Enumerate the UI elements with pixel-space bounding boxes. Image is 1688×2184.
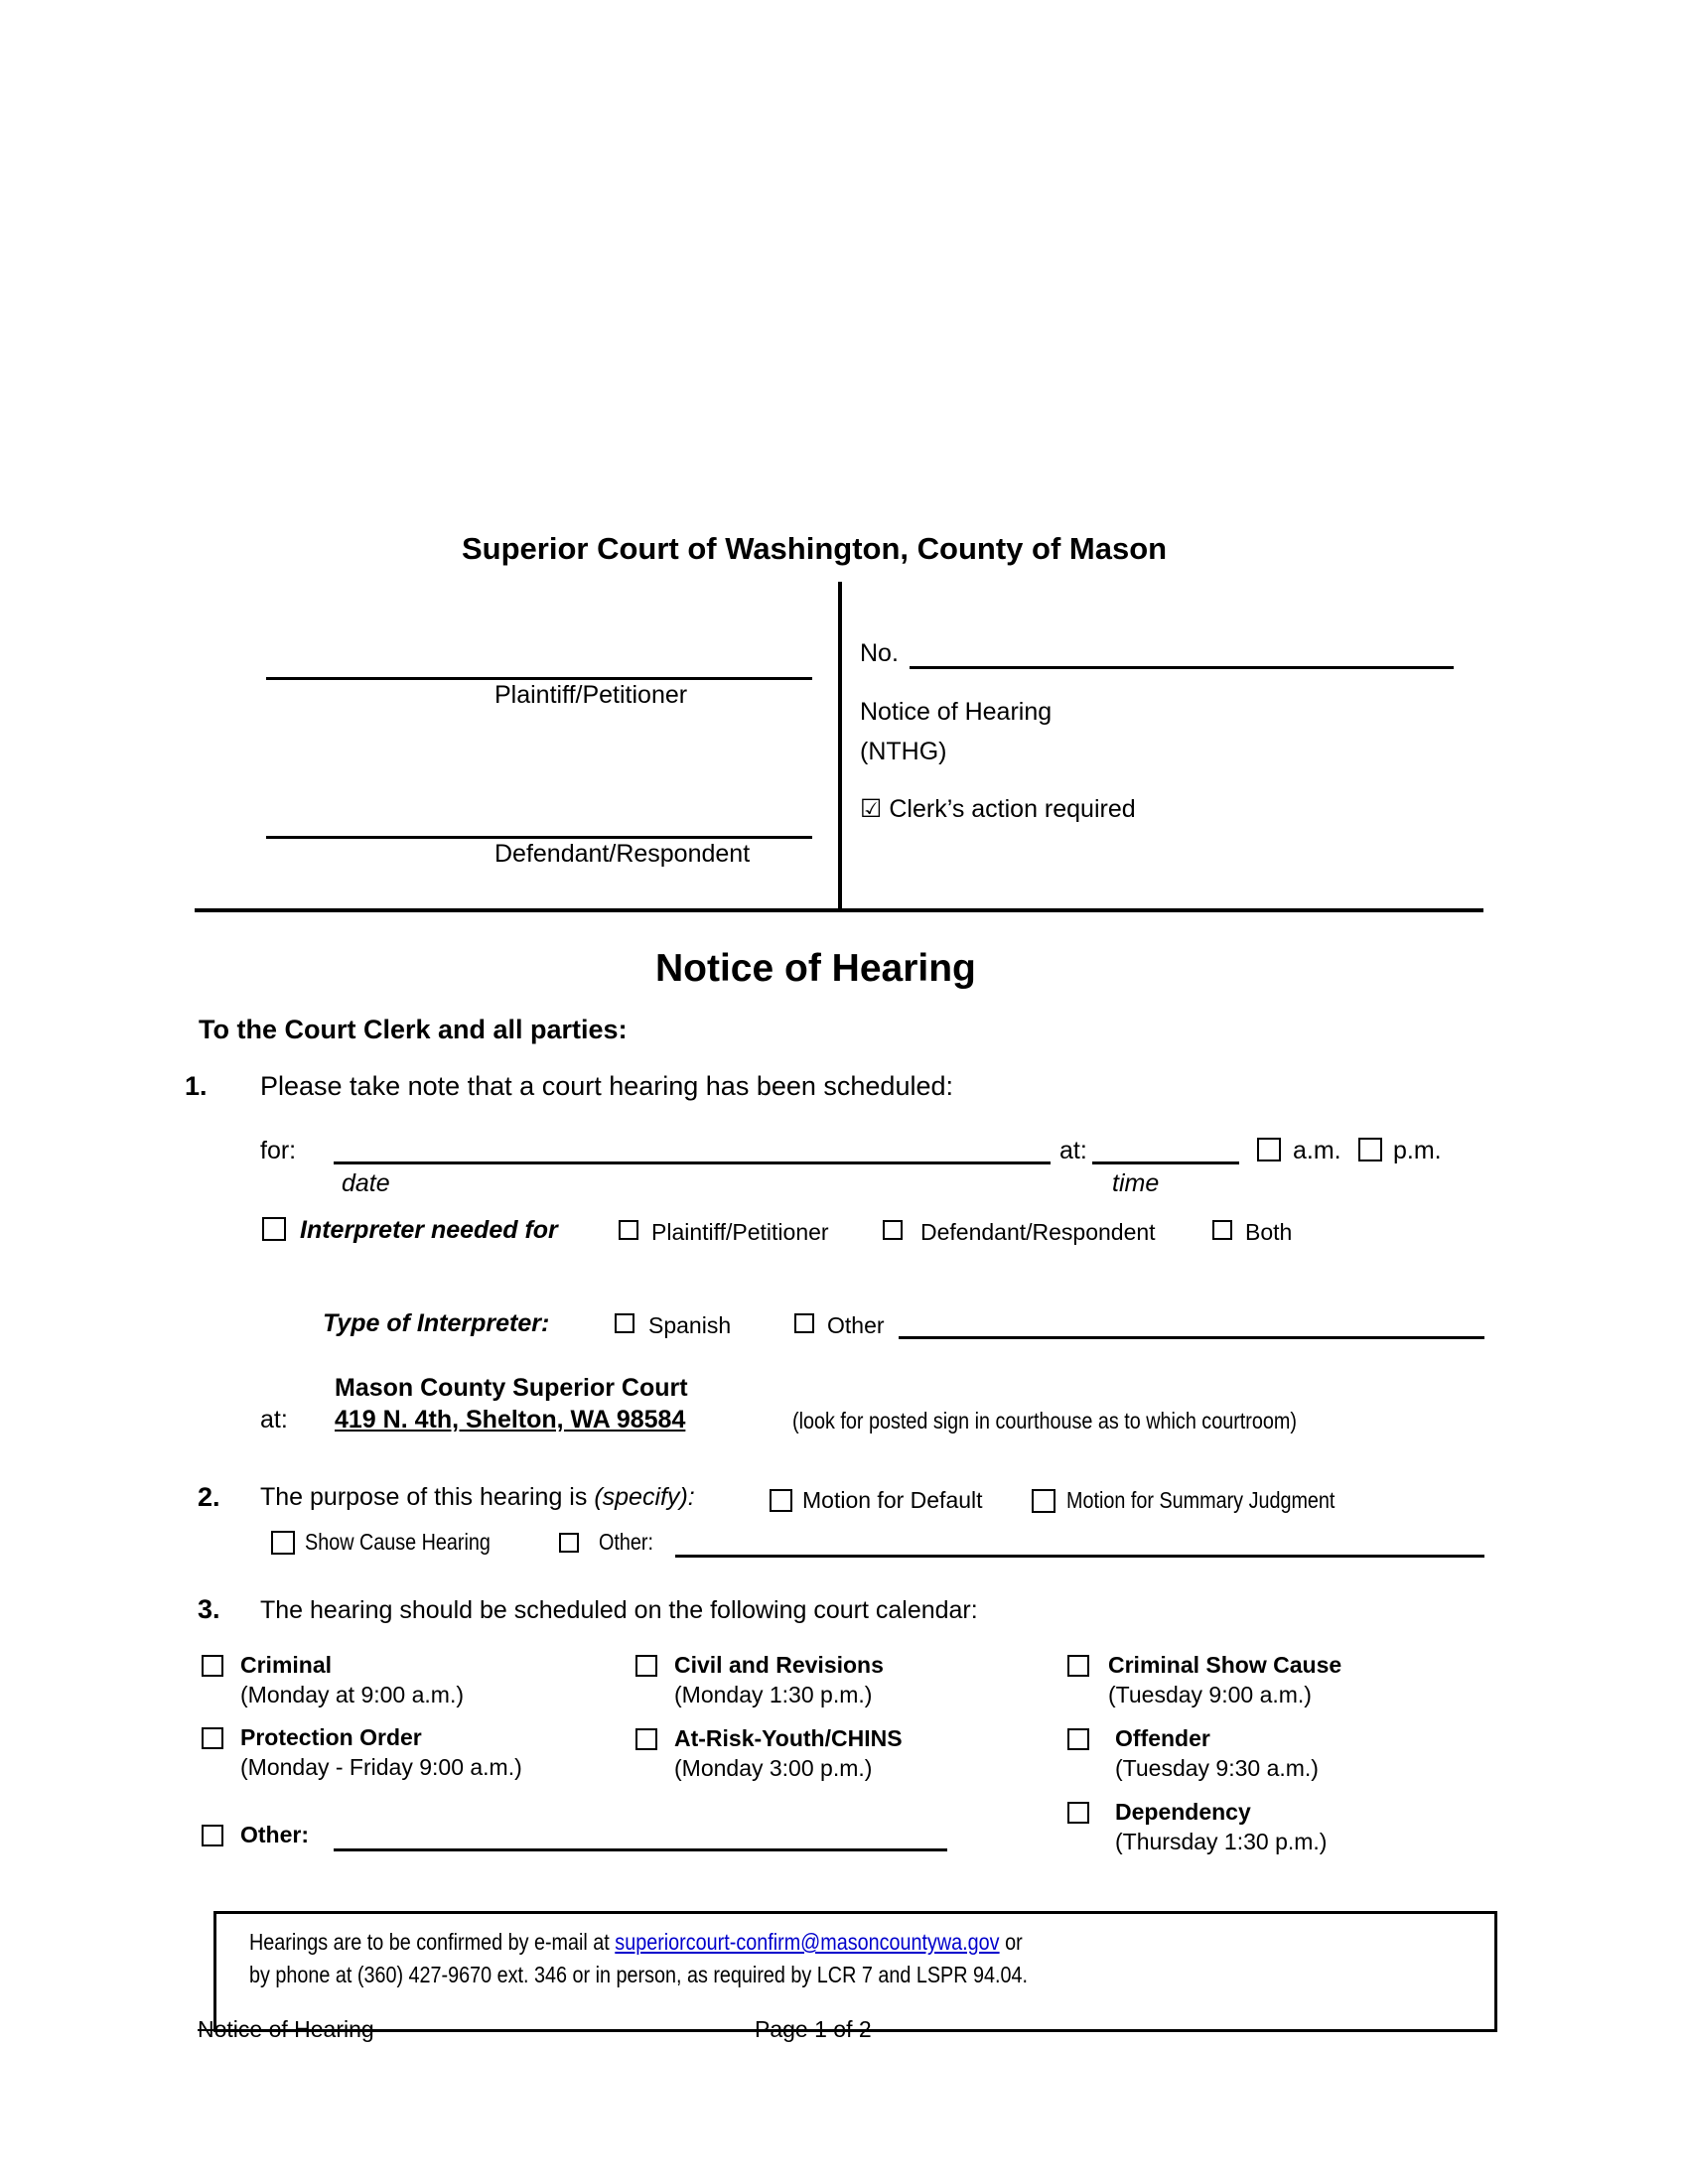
calendar-at-risk-youth-checkbox[interactable] (635, 1728, 657, 1750)
calendar-dependency-time: (Thursday 1:30 p.m.) (1115, 1829, 1328, 1854)
calendar-offender-checkbox[interactable] (1067, 1728, 1089, 1750)
footer-doc-name: Notice of Hearing (198, 2016, 374, 2042)
plaintiff-line[interactable] (266, 677, 812, 680)
calendar-at-risk-youth-time: (Monday 3:00 p.m.) (674, 1755, 873, 1781)
interp-both-label: Both (1245, 1219, 1293, 1245)
confirmation-line1-text: Hearings are to be confirmed by e-mail at (249, 1929, 616, 1955)
doc-title-line2: (NTHG) (860, 738, 947, 765)
time-caption: time (1112, 1169, 1160, 1197)
interp-defendant-checkbox[interactable] (883, 1220, 903, 1240)
calendar-criminal-checkbox[interactable] (202, 1655, 223, 1677)
calendar-criminal-name: Criminal (240, 1652, 333, 1678)
motion-summary-checkbox[interactable] (1032, 1489, 1055, 1513)
court-title: Superior Court of Washington, County of Mason (462, 531, 1168, 566)
at-label: at: (1059, 1137, 1087, 1164)
caption-bottom-rule (195, 908, 1483, 912)
purpose-other-checkbox[interactable] (559, 1533, 579, 1553)
caption-vertical-divider (838, 582, 842, 911)
at2-label: at: (260, 1406, 288, 1433)
motion-default-label: Motion for Default (802, 1487, 983, 1513)
page-title: Notice of Hearing (655, 947, 976, 990)
calendar-civil-checkbox[interactable] (635, 1655, 657, 1677)
section3-number: 3. (198, 1594, 220, 1624)
for-label: for: (260, 1137, 297, 1164)
purpose-other-label: Other: (599, 1529, 653, 1555)
checked-box-icon: ☑ (860, 795, 883, 823)
interp-both-checkbox[interactable] (1212, 1220, 1232, 1240)
confirmation-line2: by phone at (360) 427-9670 ext. 346 or in person, as required by LCR 7 and LSPR 94.04. (249, 1962, 1029, 1987)
pm-checkbox[interactable] (1358, 1138, 1382, 1161)
confirm-email-link[interactable]: superiorcourt-confirm@masoncountywa.gov (615, 1929, 1000, 1955)
interp-defendant-label: Defendant/Respondent (920, 1219, 1156, 1245)
section3-text: The hearing should be scheduled on the following court calendar: (260, 1596, 978, 1624)
motion-default-checkbox[interactable] (770, 1489, 792, 1512)
courtroom-note: (look for posted sign in courthouse as to which courtroom) (792, 1408, 1297, 1433)
interpreter-needed-label: Interpreter needed for (300, 1216, 558, 1244)
calendar-protection-order-name: Protection Order (240, 1724, 422, 1750)
calendar-civil-name: Civil and Revisions (674, 1652, 884, 1678)
calendar-other-checkbox[interactable] (202, 1825, 223, 1846)
interpreter-needed-checkbox[interactable] (262, 1217, 286, 1241)
type-other-label: Other (827, 1312, 885, 1338)
case-number-label: No. (860, 639, 899, 667)
calendar-civil-time: (Monday 1:30 p.m.) (674, 1682, 873, 1707)
addressee: To the Court Clerk and all parties: (199, 1015, 628, 1044)
footer-page-number: Page 1 of 2 (755, 2016, 872, 2042)
calendar-dependency-checkbox[interactable] (1067, 1802, 1089, 1824)
calendar-offender-time: (Tuesday 9:30 a.m.) (1115, 1755, 1319, 1781)
hearing-time-field[interactable] (1092, 1161, 1239, 1164)
type-spanish-label: Spanish (648, 1312, 732, 1338)
clerk-action-row (860, 794, 1136, 824)
purpose-other-field[interactable] (675, 1555, 1484, 1558)
clerk-action-label: Clerk’s action required (889, 795, 1136, 823)
defendant-line[interactable] (266, 836, 812, 839)
type-other-field[interactable] (899, 1336, 1484, 1339)
calendar-protection-order-time: (Monday - Friday 9:00 a.m.) (240, 1754, 522, 1780)
calendar-criminal-time: (Monday at 9:00 a.m.) (240, 1682, 464, 1707)
case-number-field[interactable] (910, 666, 1454, 669)
interp-plaintiff-label: Plaintiff/Petitioner (651, 1219, 829, 1245)
calendar-criminal-show-cause-name: Criminal Show Cause (1108, 1652, 1342, 1678)
date-caption: date (342, 1169, 390, 1197)
type-spanish-checkbox[interactable] (615, 1313, 634, 1333)
section2-text-main: The purpose of this hearing is (260, 1483, 595, 1511)
defendant-label: Defendant/Respondent (494, 840, 751, 868)
calendar-protection-order-checkbox[interactable] (202, 1727, 223, 1749)
calendar-other-label: Other: (240, 1822, 309, 1847)
section2-number: 2. (198, 1482, 220, 1512)
section1-number: 1. (185, 1071, 208, 1101)
show-cause-checkbox[interactable] (271, 1531, 295, 1555)
calendar-at-risk-youth-name: At-Risk-Youth/CHINS (674, 1725, 903, 1751)
hearing-date-field[interactable] (334, 1161, 1051, 1164)
interp-plaintiff-checkbox[interactable] (619, 1220, 638, 1240)
interpreter-type-label: Type of Interpreter: (323, 1309, 550, 1337)
type-other-checkbox[interactable] (794, 1313, 814, 1333)
confirmation-line1-end: or (999, 1929, 1023, 1955)
confirmation-line1 (249, 1929, 1023, 1956)
am-checkbox[interactable] (1257, 1138, 1281, 1161)
plaintiff-label: Plaintiff/Petitioner (494, 681, 688, 709)
section1-text: Please take note that a court hearing has been scheduled: (260, 1071, 953, 1101)
calendar-criminal-show-cause-time: (Tuesday 9:00 a.m.) (1108, 1682, 1312, 1707)
calendar-other-field[interactable] (334, 1848, 947, 1851)
section2-text (260, 1483, 695, 1512)
pm-label: p.m. (1393, 1137, 1442, 1164)
motion-summary-label: Motion for Summary Judgment (1066, 1487, 1336, 1513)
court-name: Mason County Superior Court (335, 1374, 688, 1402)
calendar-offender-name: Offender (1115, 1725, 1210, 1751)
court-address: 419 N. 4th, Shelton, WA 98584 (335, 1406, 686, 1433)
section2-text-specify: (specify): (594, 1483, 695, 1511)
am-label: a.m. (1293, 1137, 1341, 1164)
doc-title-line1: Notice of Hearing (860, 698, 1053, 726)
calendar-criminal-show-cause-checkbox[interactable] (1067, 1655, 1089, 1677)
show-cause-label: Show Cause Hearing (305, 1529, 491, 1555)
calendar-dependency-name: Dependency (1115, 1799, 1251, 1825)
